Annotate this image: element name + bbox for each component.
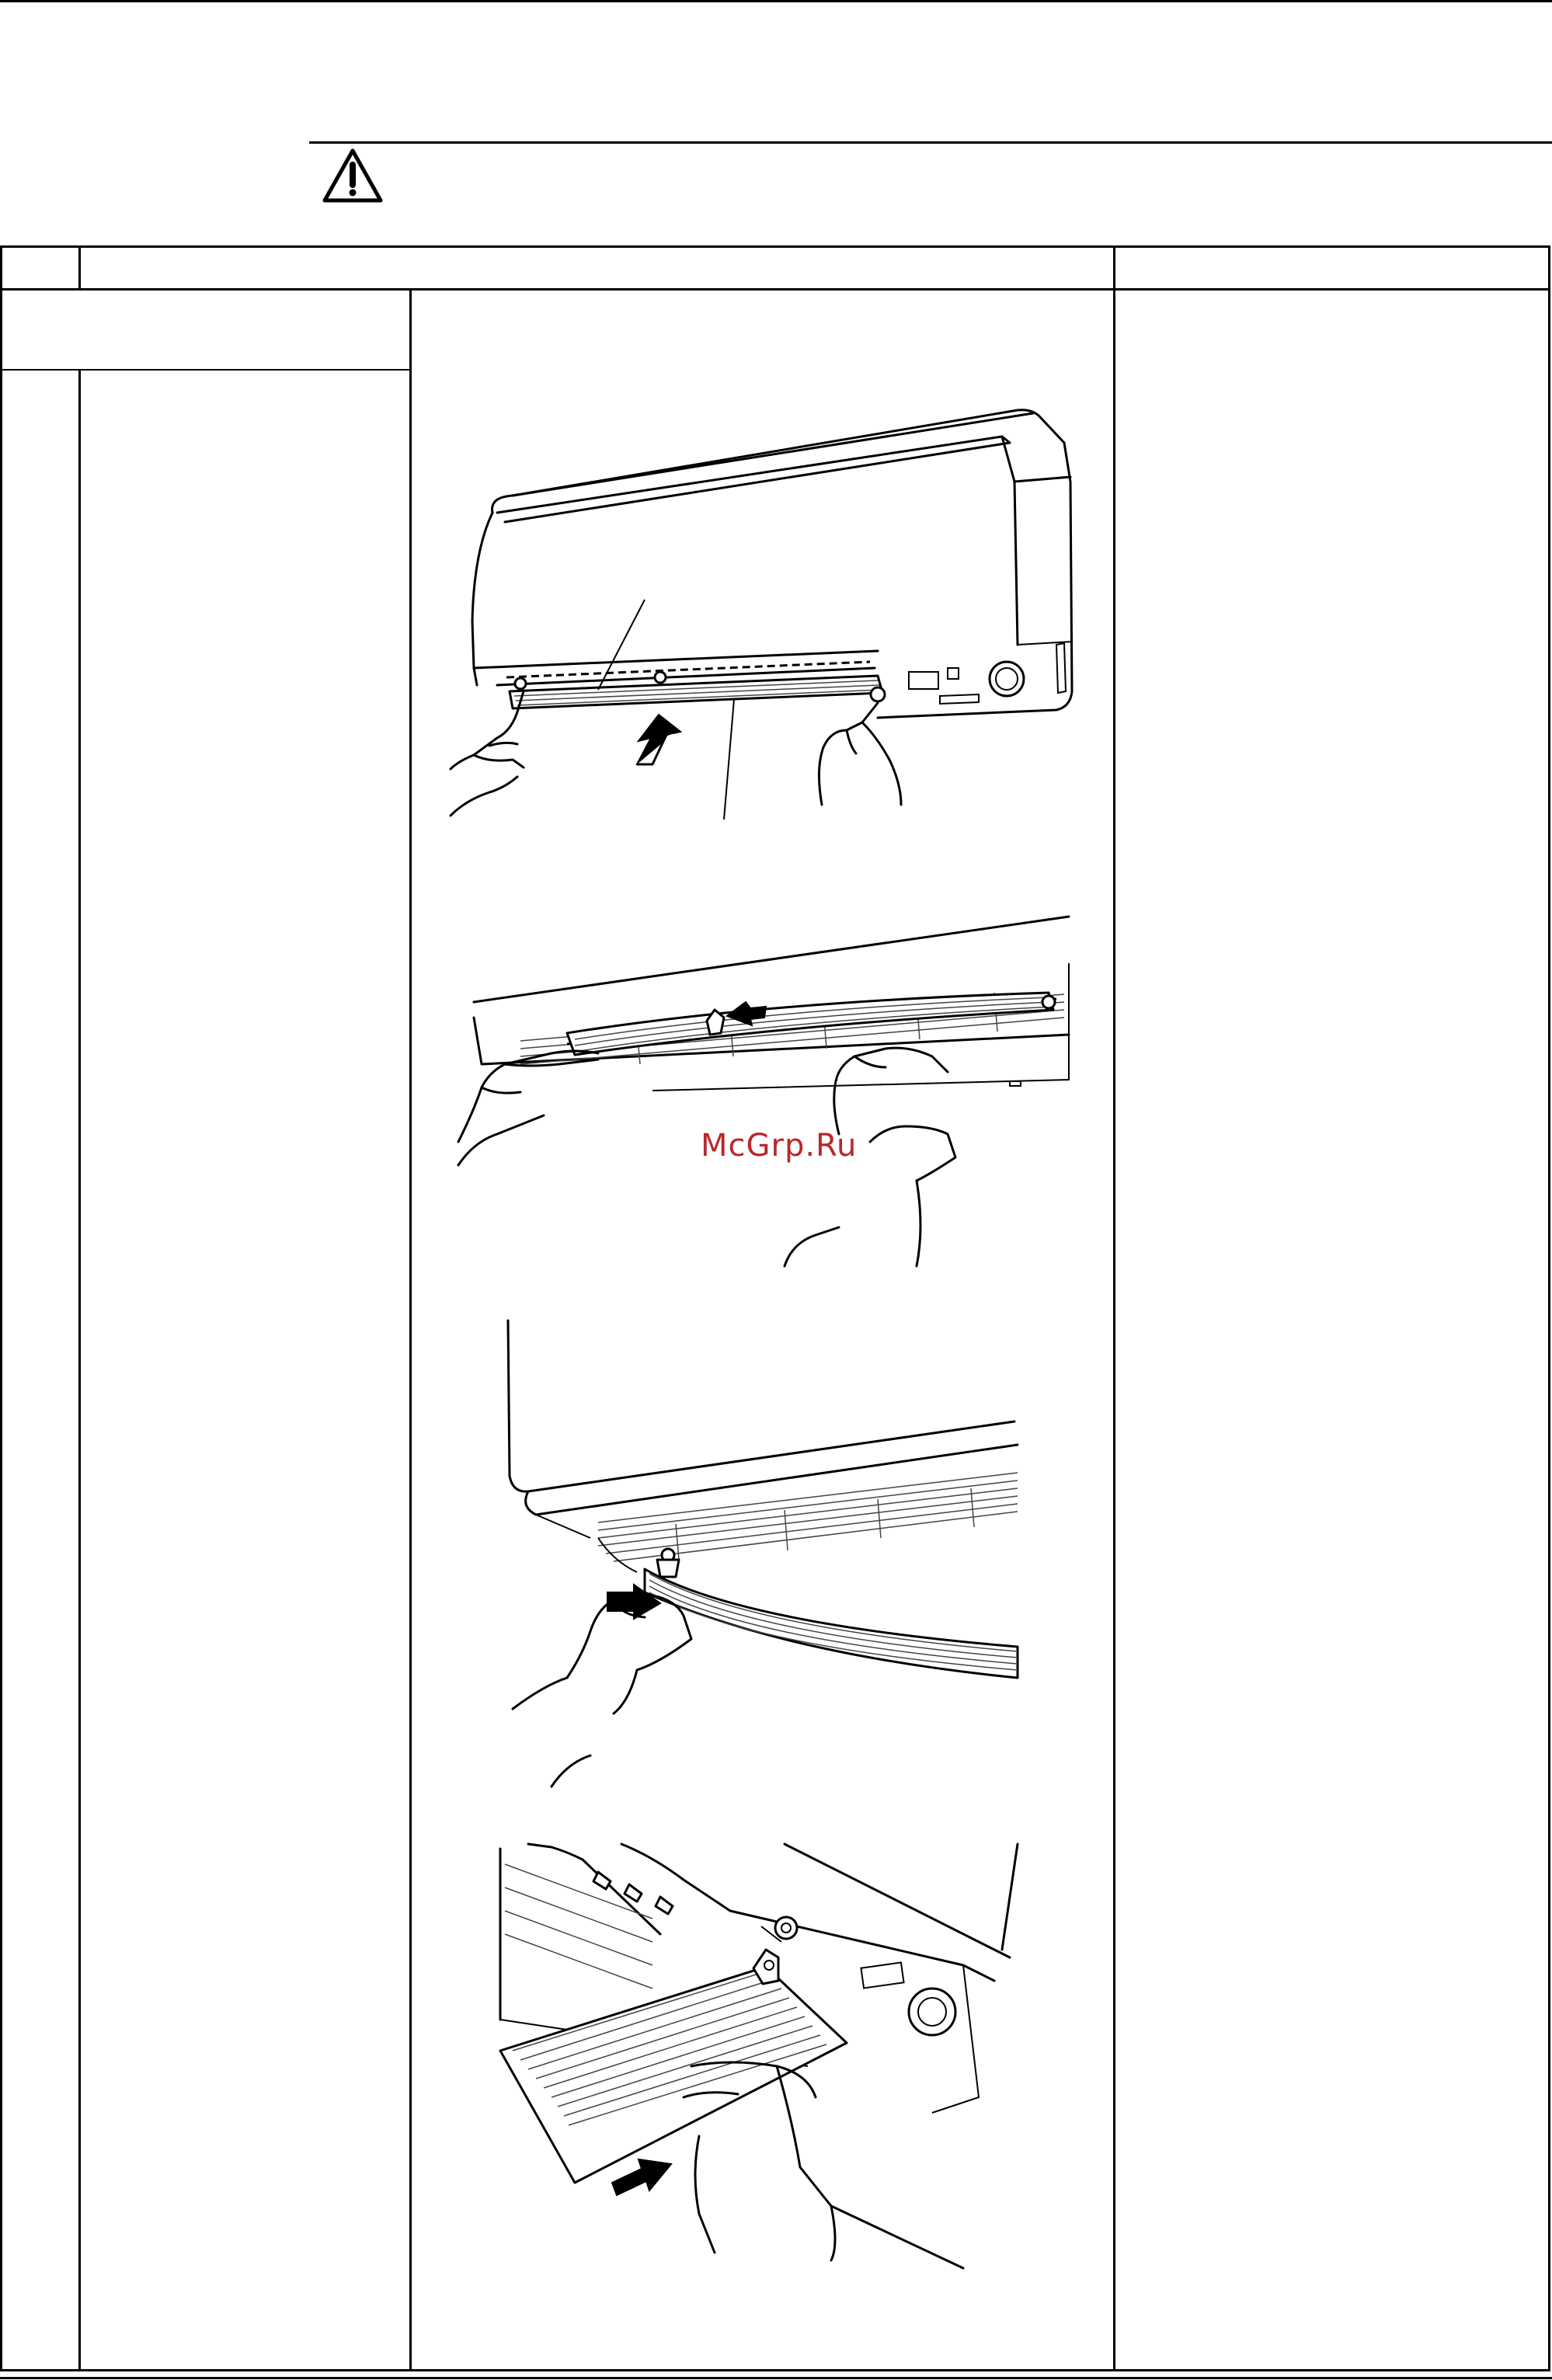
figure-filter-slide-out xyxy=(505,1313,1033,1794)
watermark-text: McGrp.Ru xyxy=(701,1128,858,1164)
warning-triangle-icon xyxy=(322,148,384,204)
page-bottom-rule xyxy=(0,2377,1552,2379)
page-top-rule xyxy=(0,0,1552,2)
figure-filter-withdrawn xyxy=(497,1841,1033,2338)
figure-indoor-unit-filter-removal xyxy=(443,396,1095,831)
section-rule xyxy=(309,141,1552,144)
figure-filter-unhook xyxy=(451,901,1087,1266)
